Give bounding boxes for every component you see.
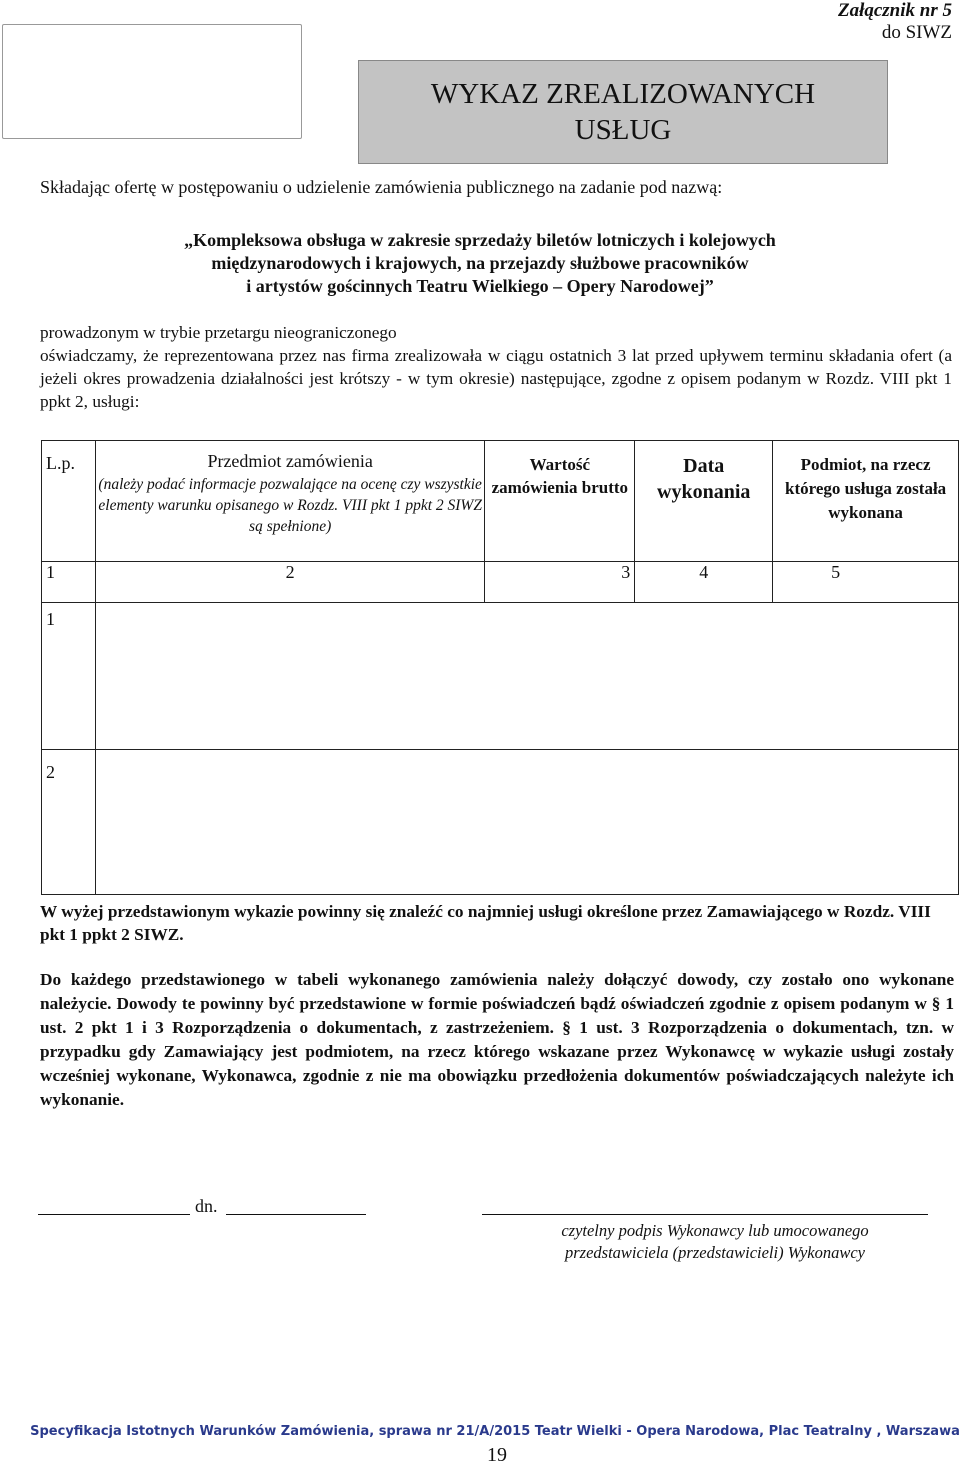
signature-line[interactable]	[482, 1214, 928, 1215]
header-subject-note: (należy podać informacje pozwalające na ocenę czy wszystkie elementy warunku opisanego w Rozdz. VIII pkt 1 ppkt 2 SIWZ są spełnione)	[98, 476, 482, 535]
header-date: Data wykonania	[635, 441, 773, 562]
annex-reference: do SIWZ	[881, 22, 952, 43]
column-number: 3	[485, 562, 635, 603]
annex-number: Załącznik nr 5	[837, 0, 952, 21]
table-row	[42, 750, 959, 895]
signature-caption-line-2: przedstawiciela (przedstawicieli) Wykonawcy	[564, 1243, 865, 1262]
date-label: dn.	[195, 1196, 218, 1216]
intro-text: Składając ofertę w postępowaniu o udzielenie zamówienia publicznego na zadanie pod nazwą:	[40, 177, 723, 197]
column-number: 2	[95, 562, 484, 603]
table-row	[42, 603, 959, 750]
header-value: Wartość zamówienia brutto	[485, 441, 635, 562]
row-entry-field[interactable]	[95, 750, 958, 895]
title-line-2: USŁUG	[574, 114, 672, 146]
column-number: 1	[42, 562, 96, 603]
place-signature-line[interactable]	[38, 1214, 190, 1215]
declaration	[40, 321, 952, 413]
project-line-1: „Kompleksowa obsługa w zakresie sprzedaży biletów lotniczych i kolejowych	[184, 230, 776, 250]
project-line-2: międzynarodowych i krajowych, na przejazdy służbowe pracowników	[211, 253, 749, 273]
annex-label	[838, 0, 952, 44]
header-subject	[95, 441, 484, 562]
services-table	[41, 440, 959, 895]
page-footer: Specyfikacja Istotnych Warunków Zamówienia, sprawa nr 21/A/2015 Teatr Wielki - Opera Narodowa, Plac Teatralny , Warszawa	[30, 1424, 960, 1439]
header-lp: L.p.	[42, 441, 96, 562]
column-number: 5	[773, 562, 959, 603]
header-subject-title: Przedmiot zamówienia	[207, 451, 373, 471]
project-name	[40, 229, 920, 298]
company-stamp-box	[2, 24, 302, 139]
row-lp: 2	[42, 750, 96, 895]
procedure-mode: prowadzonym w trybie przetargu nieograniczonego	[40, 323, 397, 342]
title-line-1: WYKAZ ZREALIZOWANYCH	[430, 78, 816, 110]
column-number: 4	[635, 562, 773, 603]
signature-caption-line-1: czytelny podpis Wykonawcy lub umocowanego	[561, 1221, 869, 1240]
project-line-3: i artystów gościnnych Teatru Wielkiego – Opery Narodowej”	[246, 276, 714, 296]
document-title	[358, 60, 888, 164]
signature-caption	[500, 1220, 930, 1264]
declaration-body: oświadczamy, że reprezentowana przez nas firma zrealizowała w ciągu ostatnich 3 lat przed upływem terminu składania ofert (a jeżeli okres prowadzenia działalności jest krótszy - w tym okresie) następujące, zgodne z opisem podanym w Rozdz. VIII pkt 1 ppkt 2, usługi:	[40, 346, 952, 411]
table-header-row	[42, 441, 959, 562]
note-minimum-services: W wyżej przedstawionym wykazie powinny się znaleźć co najmniej usługi określone przez Zamawiającego w Rozdz. VIII pkt 1 ppkt 2 SIWZ.	[40, 902, 931, 944]
column-number-row	[42, 562, 959, 603]
page-number: 19	[487, 1444, 507, 1466]
date-signature-line[interactable]	[226, 1214, 366, 1215]
header-entity: Podmiot, na rzecz którego usługa została wykonana	[773, 441, 959, 562]
note-evidence: Do każdego przedstawionego w tabeli wykonanego zamówienia należy dołączyć dowody, czy zostało ono wykonane należycie. Dowody te powinny być przedstawione w formie poświadczeń bądź oświadczeń zgodnie z opisem podanym w § 1 ust. 2 pkt 1 i 3 Rozporządzenia o dokumentach, z zastrzeżeniem. § 1 ust. 3 Rozporządzenia o dokumentach, tzn. w przypadku gdy Zamawiający jest podmiotem, na rzecz którego wskazane przez Wykonawcę w wykazie usługi zostały wcześniej wykonane, Wykonawca, zgodnie z nie ma obowiązku przedłożenia dokumentów poświadczających należyte ich wykonanie.	[40, 970, 954, 1109]
row-lp: 1	[42, 603, 96, 750]
row-entry-field[interactable]	[95, 603, 958, 750]
